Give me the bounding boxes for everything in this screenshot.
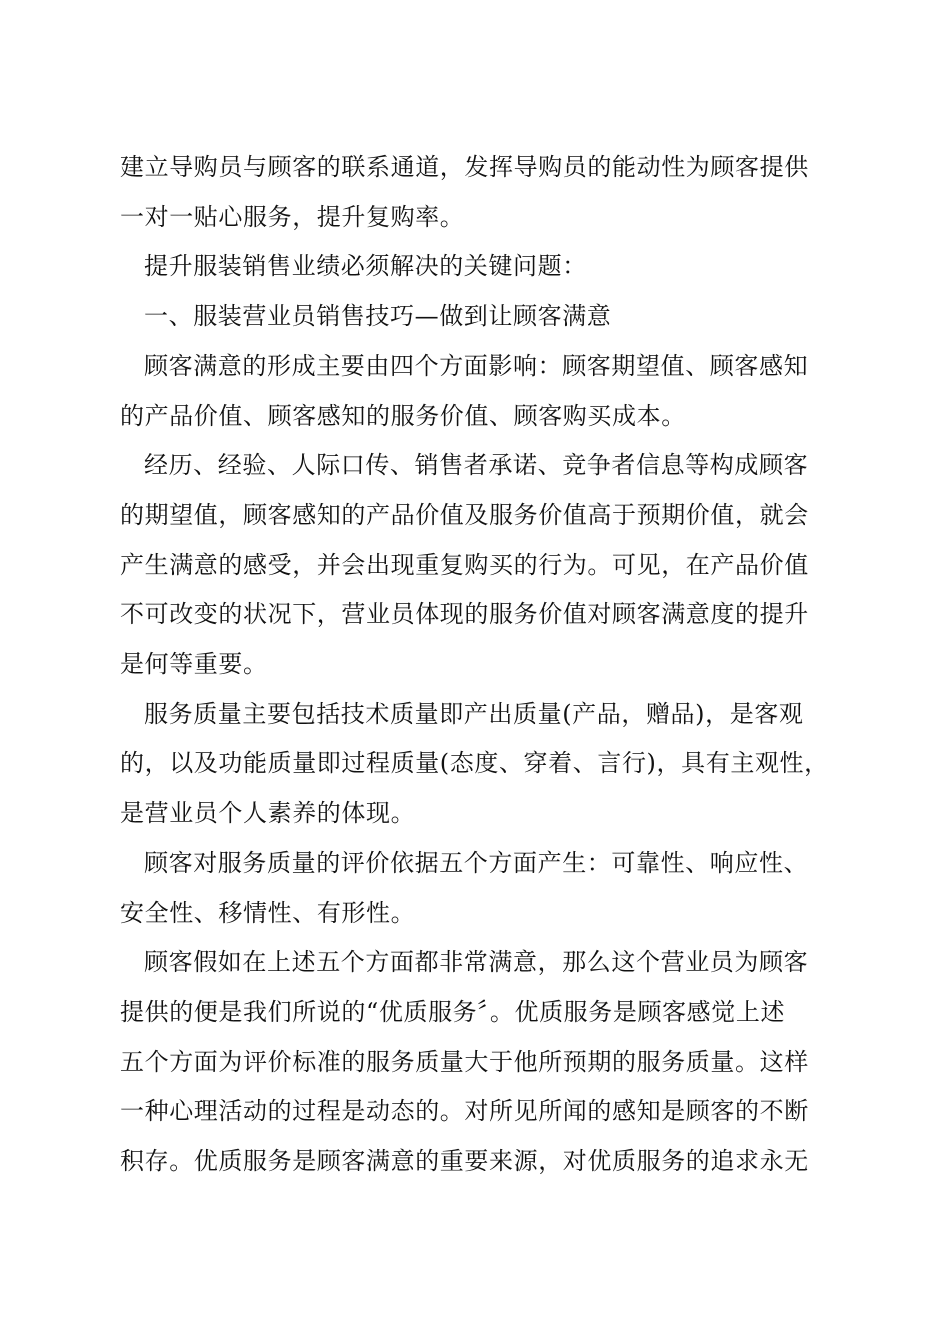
document-body (120, 143, 840, 1187)
text-line: 五个方面为评价标准的服务质量大于他所预期的服务质量。这样 (120, 1047, 809, 1076)
text-line: 的期望值，顾客感知的产品价值及服务价值高于预期价值，就会 (120, 500, 809, 529)
text-line: 一对一贴心服务，提升复购率。 (120, 202, 465, 231)
text-line: 服务质量主要包括技术质量即产出质量(产品，赠品)，是客观 (144, 699, 804, 728)
text-line: 提升服装销售业绩必须解决的关键问题： (144, 252, 587, 281)
text-line: 顾客对服务质量的评价依据五个方面产生：可靠性、响应性、 (144, 848, 809, 877)
text-line: 产生满意的感受，并会出现重复购买的行为。可见，在产品价值 (120, 550, 809, 579)
text-line: 安全性、移情性、有形性。 (120, 898, 416, 927)
text-line: 提供的便是我们所说的“优质服务〞。优质服务是顾客感觉上述 (120, 997, 786, 1026)
text-line: 积存。优质服务是顾客满意的重要来源，对优质服务的追求永无 (120, 1147, 809, 1176)
text-line: 不可改变的状况下，营业员体现的服务价值对顾客满意度的提升 (120, 600, 809, 629)
text-line: 顾客满意的形成主要由四个方面影响：顾客期望值、顾客感知 (144, 351, 809, 380)
text-line: 是何等重要。 (120, 650, 268, 679)
text-line: 的产品价值、顾客感知的服务价值、顾客购买成本。 (120, 401, 686, 430)
text-line: 建立导购员与顾客的联系通道，发挥导购员的能动性为顾客提供 (120, 153, 809, 181)
text-line: 顾客假如在上述五个方面都非常满意，那么这个营业员为顾客 (144, 948, 809, 977)
text-line: 经历、经验、人际口传、销售者承诺、竞争者信息等构成顾客 (144, 451, 809, 480)
text-line: 是营业员个人素养的体现。 (120, 799, 416, 828)
text-line: 的，以及功能质量即过程质量(态度、穿着、言行)，具有主观性， (120, 749, 829, 778)
section-heading: 一、服装营业员销售技巧—做到让顾客满意 (144, 302, 612, 331)
text-line: 一种心理活动的过程是动态的。对所见所闻的感知是顾客的不断 (120, 1097, 809, 1126)
